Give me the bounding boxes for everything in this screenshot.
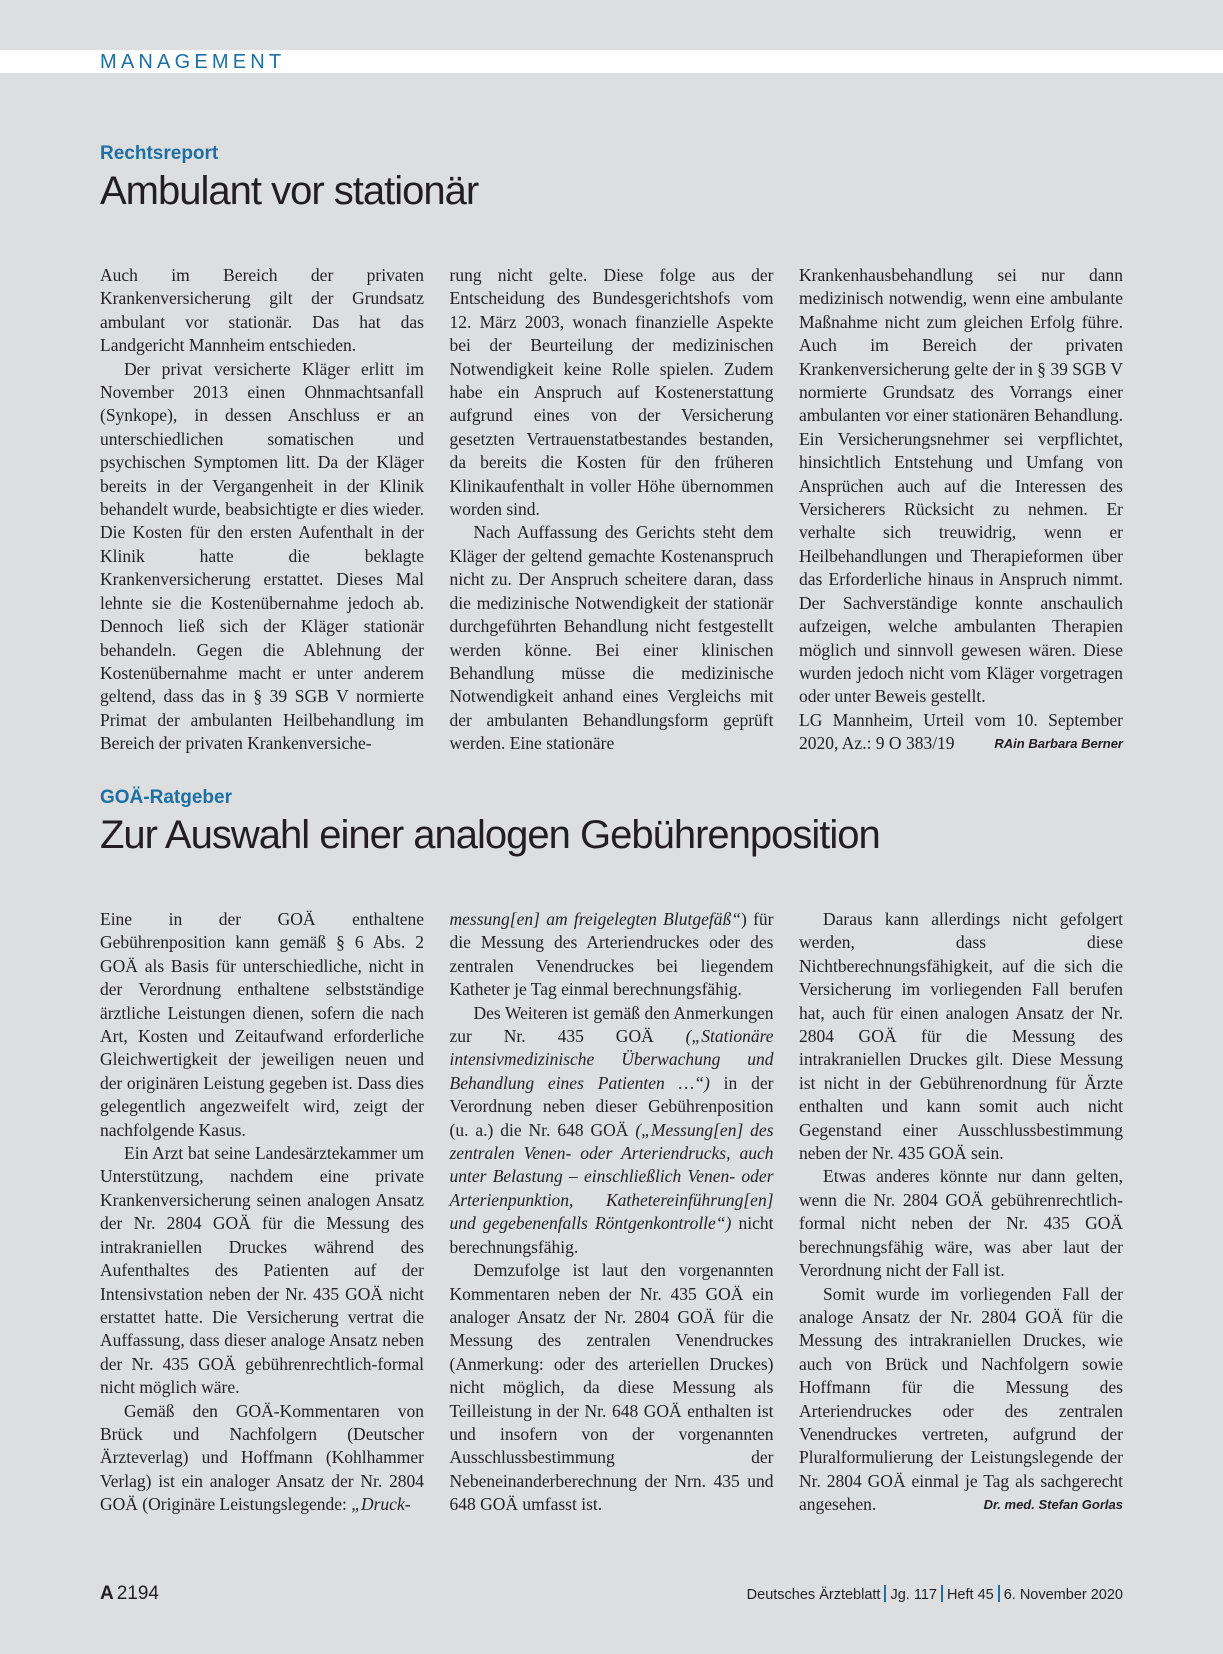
section-label: MANAGEMENT	[100, 51, 286, 73]
column-2	[450, 264, 774, 756]
legend-quote: („Stationäre intensivmedizinische Überwachung und Behandlung eines Patienten …“)	[449, 1026, 774, 1093]
article-rechtsreport	[100, 142, 1123, 754]
article-columns	[100, 908, 1123, 1517]
paragraph: Krankenhausbehandlung sei nur dann medizinisch notwendig, wenn eine ambulante Maßnahme nicht zum gleichen Erfolg führe. Auch im Bereich der privaten Krankenversicherung gelte der in § 39 SGB V normierte Grundsatz des Vorrangs einer ambulanten vor einer stationären Behandlung. Ein Versicherungsnehmer sei verpflichtet, hinsichtlich Entstehung und Umfang von Ansprüchen auch auf die Interessen des Versicherers Rücksicht zu nehmen. Er verhalte sich treuwidrig, wenn er Heilbehandlungen und Therapieformen über das Erforderliche hinaus in Anspruch nimmt. Der Sachverständige konnte anschaulich aufzeigen, welche ambulanten Therapien möglich und sinnvoll gewesen wären. Diese wurden jedoch nicht vom Kläger vorgetragen oder unter Beweis gestellt.	[799, 265, 1123, 707]
journal-name: Deutsches Ärzteblatt	[746, 1587, 881, 1603]
legend-quote: „Druck-	[351, 1494, 411, 1515]
journal-volume: Jg. 117	[890, 1587, 937, 1603]
separator	[941, 1585, 943, 1602]
paragraph	[450, 1002, 774, 1259]
paragraph: Daraus kann allerdings nicht gefolgert werden, dass diese Nichtberechnungsfähigkeit, auf die sich die Versicherung im vorliegenden Fall berufen hat, auch für einen analogen Ansatz der Nr. 2804 GOÄ für die Messung des intrakraniellen Druckes gilt. Diese Messung ist nicht in der Gebührenordnung für Ärzte enthalten und kann somit auch nicht Gegenstand einer Ausschlussbestimmung neben der Nr. 435 GOÄ sein.	[799, 909, 1123, 1164]
column-1	[100, 264, 424, 756]
text-run: in der Verordnung neben dieser Gebührenposition (u. a.) die Nr. 648 GOÄ	[449, 1072, 774, 1140]
paragraph: Nach Auffassung des Gerichts steht dem Kläger der geltend gemachte Kostenanspruch nicht zu. Der Anspruch scheitere daran, dass die medizinische Notwendigkeit der stationär durchgeführten Behandlung nicht festgestellt werden könne. Bei einer klinischen Behandlung müsse die medizinische Notwendigkeit anhand eines Vergleichs mit der ambulanten Behandlungsform geprüft werden. Eine stationäre	[449, 522, 774, 754]
author-signature: Dr. med. Stefan Gorlas	[983, 1497, 1123, 1513]
text-run: Gemäß den GOÄ-Kommentaren von Brück und Nachfolgern (Deutscher Ärzteverlag) und Hoffmann (Kohlhammer Verlag) ist ein analoger Ansatz der Nr. 2804 GOÄ (Originäre Leistungslegende:	[100, 1400, 424, 1515]
legend-quote: („Messung[en] des zentralen Venen- oder Arteriendrucks, auch unter Belastung – einschließlich Venen- oder Arterienpunktion, Kathetereinführung[en] und gegebenenfalls Röntgenkontrolle“)	[449, 1119, 774, 1234]
paragraph	[799, 1283, 1123, 1517]
article-title: Ambulant vor stationär	[100, 169, 479, 213]
page-number-value: 2194	[116, 1583, 160, 1604]
article-goae-ratgeber	[100, 786, 1123, 1515]
paragraph	[450, 908, 774, 1002]
page-number	[100, 1582, 159, 1606]
column-2	[450, 908, 774, 1517]
separator	[998, 1585, 1000, 1602]
paragraph: Demzufolge ist laut den vorgenannten Kommentaren neben der Nr. 435 GOÄ ein analoger Ansatz der Nr. 2804 GOÄ für die Messung des zentralen Venendruckes (Anmerkung: oder des arteriellen Druckes) nicht möglich, da diese Messung als Teilleistung in der Nr. 648 GOÄ enthalten ist und insofern von der vorgenannten Ausschlussbestimmung der Nebeneinanderberechnung der Nrn. 435 und 648 GOÄ umfasst ist.	[449, 1260, 774, 1515]
article-columns	[100, 264, 1123, 756]
text-run: nicht berechnungsfähig.	[449, 1213, 774, 1257]
journal-date: 6. November 2020	[1003, 1587, 1123, 1603]
citation: LG Mannheim, Urteil vom 10. September 2020, Az.: 9 O 383/19	[799, 709, 1123, 754]
paragraph: Eine in der GOÄ enthaltene Gebührenposition kann gemäß § 6 Abs. 2 GOÄ als Basis für unterschiedliche, nicht in der Verordnung enthaltene selbstständige ärztliche Leistungen dienen, sofern die nach Art, Kosten und Zeitaufwand erforderliche Gleichwertigkeit der jeweiligen neuen und der originären Leistung gegeben ist. Dass dies gelegentlich angezweifelt wird, zeigt der nachfolgende Kasus.	[100, 909, 424, 1140]
journal-issue: Heft 45	[946, 1587, 994, 1603]
journal-info	[747, 1585, 1123, 1605]
paragraph: rung nicht gelte. Diese folge aus der Entscheidung des Bundesgerichtshofs vom 12. März 2003, wonach finanzielle Aspekte bei der Beurteilung der medizinischen Notwendigkeit keine Rolle spielen. Zudem habe ein Anspruch auf Kostenerstattung aufgrund eines von der Versicherung gesetzten Vertrauenstatbestandes bestanden, da bereits die Kosten für den früheren Klinikaufenthalt in voller Höhe übernommen worden sind.	[449, 265, 774, 520]
text-run: ) für die Messung des Arteriendruckes oder des zentralen Venendruckes bei liegendem Katheter je Tag einmal berechnungsfähig.	[449, 909, 774, 1000]
paragraph: Der privat versicherte Kläger erlitt im November 2013 einen Ohnmachtsanfall (Synkope), in dessen Anschluss er an unterschiedlichen somatischen und psychischen Symptomen litt. Da der Kläger bereits in der Vergangenheit in der Klinik behandelt wurde, beabsichtigte er dies wieder. Die Kosten für den ersten Aufenthalt in der Klinik hatte die beklagte Krankenversicherung erstattet. Dieses Mal lehnte sie die Kostenübernahme jedoch ab. Dennoch ließ sich der Kläger stationär behandeln. Gegen die Ablehnung der Kostenübernahme macht er unter anderem geltend, dass das in § 39 SGB V normierte Primat der ambulanten Heilbehandlung im Bereich der privaten Krankenversiche-	[100, 358, 424, 754]
author-signature: RAin Barbara Berner	[994, 736, 1123, 752]
paragraph: Etwas anderes könnte nur dann gelten, wenn die Nr. 2804 GOÄ gebührenrechtlich-formal nicht neben der Nr. 435 GOÄ berechnungsfähig wäre, was aber laut der Verordnung nicht der Fall ist.	[799, 1166, 1123, 1281]
column-3	[799, 264, 1123, 756]
page-prefix: A	[100, 1583, 114, 1604]
article-kicker: GOÄ-Ratgeber	[100, 787, 232, 808]
article-kicker: Rechtsreport	[100, 143, 219, 164]
header-band	[0, 0, 1223, 50]
column-1	[100, 908, 424, 1517]
legend-quote: messung[en] am freigelegten Blutgefäß“	[449, 909, 741, 929]
article-title: Zur Auswahl einer analogen Gebührenposition	[100, 813, 880, 857]
paragraph: Auch im Bereich der privaten Krankenversicherung gilt der Grundsatz ambulant vor stationär. Das hat das Landgericht Mannheim entschieden.	[100, 265, 424, 356]
citation-paragraph	[799, 709, 1123, 756]
separator	[884, 1585, 886, 1602]
paragraph: Ein Arzt bat seine Landesärztekammer um Unterstützung, nachdem eine private Krankenversicherung seinen analogen Ansatz der Nr. 2804 GOÄ für die Messung des intrakraniellen Druckes während des Aufenthaltes des Patienten auf der Intensivstation neben der Nr. 435 GOÄ nicht erstattet hatte. Die Versicherung vertrat die Auffassung, dass dieser analoge Ansatz neben der Nr. 435 GOÄ gebührenrechtlich-formal nicht möglich wäre.	[100, 1143, 424, 1398]
column-3	[799, 908, 1123, 1517]
text-run: Somit wurde im vorliegenden Fall der analoge Ansatz der Nr. 2804 GOÄ für die Messung des intrakraniellen Druckes, wie auch von Brück und Nachfolgern sowie Hoffmann für die Messung des Arteriendruckes oder des zentralen Venendruckes vertreten, aufgrund der Pluralformulierung der Leistungslegende der Nr. 2804 GOÄ einmal je Tag als sachgerecht angesehen.	[799, 1283, 1123, 1515]
paragraph	[100, 1400, 424, 1517]
text-run: Des Weiteren ist gemäß den Anmerkungen zur Nr. 435 GOÄ	[449, 1002, 774, 1047]
